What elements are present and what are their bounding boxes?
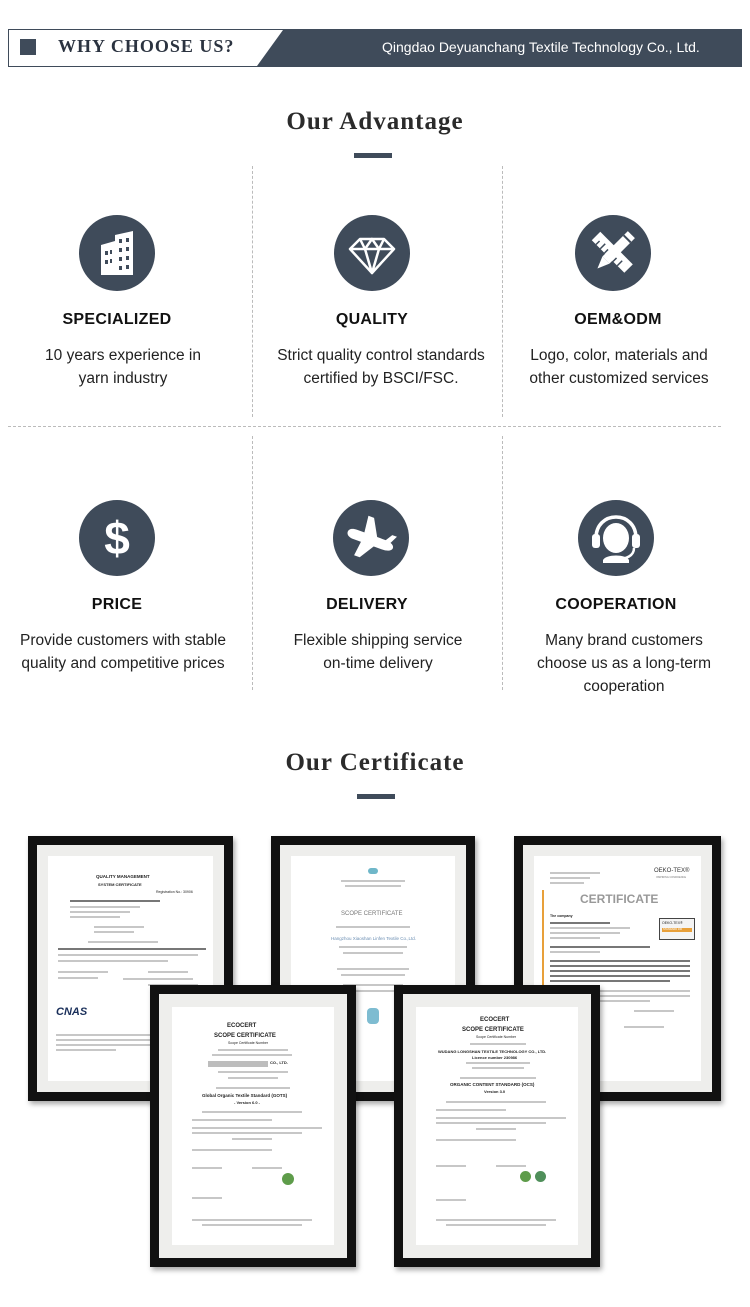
feature-desc <box>253 629 503 675</box>
feature-desc-line: other customized services <box>529 370 709 387</box>
doc-text: CERTIFICATE <box>580 892 659 906</box>
doc-text: CO., LTD. <box>270 1060 288 1065</box>
doc-text: SCOPE CERTIFICATE <box>341 911 403 917</box>
feature-desc-line: Flexible shipping service <box>293 632 463 649</box>
doc-text: Licence number 230986 <box>472 1055 518 1060</box>
feature-desc-line: Logo, color, materials and <box>530 347 708 364</box>
banner-square-icon <box>20 39 36 55</box>
feature-title: PRICE <box>91 596 143 613</box>
feature-desc-line: certified by BSCI/FSC. <box>303 370 459 387</box>
feature-desc <box>256 344 506 390</box>
banner-title: WHY CHOOSE US? <box>58 36 235 56</box>
feature-desc <box>494 344 744 390</box>
doc-text: SCOPE CERTIFICATE <box>214 1033 276 1039</box>
advantage-heading-underline <box>354 153 392 158</box>
feature-desc <box>499 629 749 698</box>
feature-title: OEM&ODM <box>574 311 662 328</box>
feature-desc <box>0 344 248 390</box>
doc-text: Global Organic Textile Standard (GOTS) <box>202 1093 288 1098</box>
grid-divider <box>8 426 721 427</box>
feature-desc-line: Strict quality control standards <box>277 347 485 364</box>
feature-title: SPECIALIZED <box>62 311 172 328</box>
doc-text: OEKO-TEX® <box>662 921 683 925</box>
doc-text: SCOPE CERTIFICATE <box>462 1027 524 1033</box>
doc-text: SYSTEM CERTIFICATE <box>98 882 142 887</box>
company-name: Qingdao Deyuanchang Textile Technology Co., Ltd. <box>382 39 700 55</box>
feature-title: DELIVERY <box>326 596 408 613</box>
feature-desc-line: Many brand customers <box>545 632 703 649</box>
feature-desc-line: cooperation <box>583 678 665 695</box>
doc-text: - Version 6.0 - <box>234 1100 261 1105</box>
ecocert-logo: ECOCERT <box>227 1023 257 1029</box>
doc-text: OEKO-TEX® <box>654 868 690 874</box>
pencil-ruler-icon <box>575 215 651 291</box>
certificate-heading: Our Certificate <box>285 749 465 776</box>
advantage-heading: Our Advantage <box>286 108 464 135</box>
feature-desc-line: on-time delivery <box>323 655 433 672</box>
feature-desc-line: yarn industry <box>78 370 168 387</box>
feature-desc-line: quality and competitive prices <box>21 655 225 672</box>
grid-divider <box>252 166 253 417</box>
doc-text: ORGANIC CONTENT STANDARD (OCS) <box>450 1082 535 1087</box>
feature-title: COOPERATION <box>555 596 677 613</box>
feature-desc-line: choose us as a long-term <box>536 655 712 672</box>
certificate-frame-gots <box>150 985 356 1267</box>
feature-title: QUALITY <box>335 311 409 328</box>
diamond-icon <box>334 215 410 291</box>
certificate-heading-underline <box>357 794 395 799</box>
doc-text: Hangzhou Xiaoshan Linfen Textile Co.,Ltd. <box>331 936 416 941</box>
doc-text: QUALITY MANAGEMENT <box>96 874 150 879</box>
doc-text: STANDARD 100 <box>663 928 683 931</box>
building-icon <box>79 215 155 291</box>
feature-desc <box>0 629 248 675</box>
headset-icon <box>578 500 654 576</box>
cnas-logo: CNAS <box>56 1006 88 1018</box>
doc-text: Scope Certificate Number <box>476 1035 517 1039</box>
feature-desc-line: Provide customers with stable <box>20 632 226 649</box>
doc-text: Scope Certificate Number <box>228 1041 269 1045</box>
ecocert-logo: ECOCERT <box>480 1017 510 1023</box>
doc-text: WUDANG LONGSHAN TEXTILE TECHNOLOGY CO., LTD. <box>438 1049 547 1054</box>
doc-text: The company <box>550 914 573 918</box>
doc-text: Version 3.0 <box>484 1089 506 1094</box>
doc-text: INSPIRING CONFIDENCE <box>656 876 687 879</box>
airplane-icon <box>333 500 409 576</box>
doc-text: Registration No.: 30906 <box>156 890 193 894</box>
svg-text:$: $ <box>104 512 130 564</box>
feature-desc-line: 10 years experience in <box>45 347 201 364</box>
dollar-icon <box>79 500 155 576</box>
certificate-frame-ocs <box>394 985 600 1267</box>
